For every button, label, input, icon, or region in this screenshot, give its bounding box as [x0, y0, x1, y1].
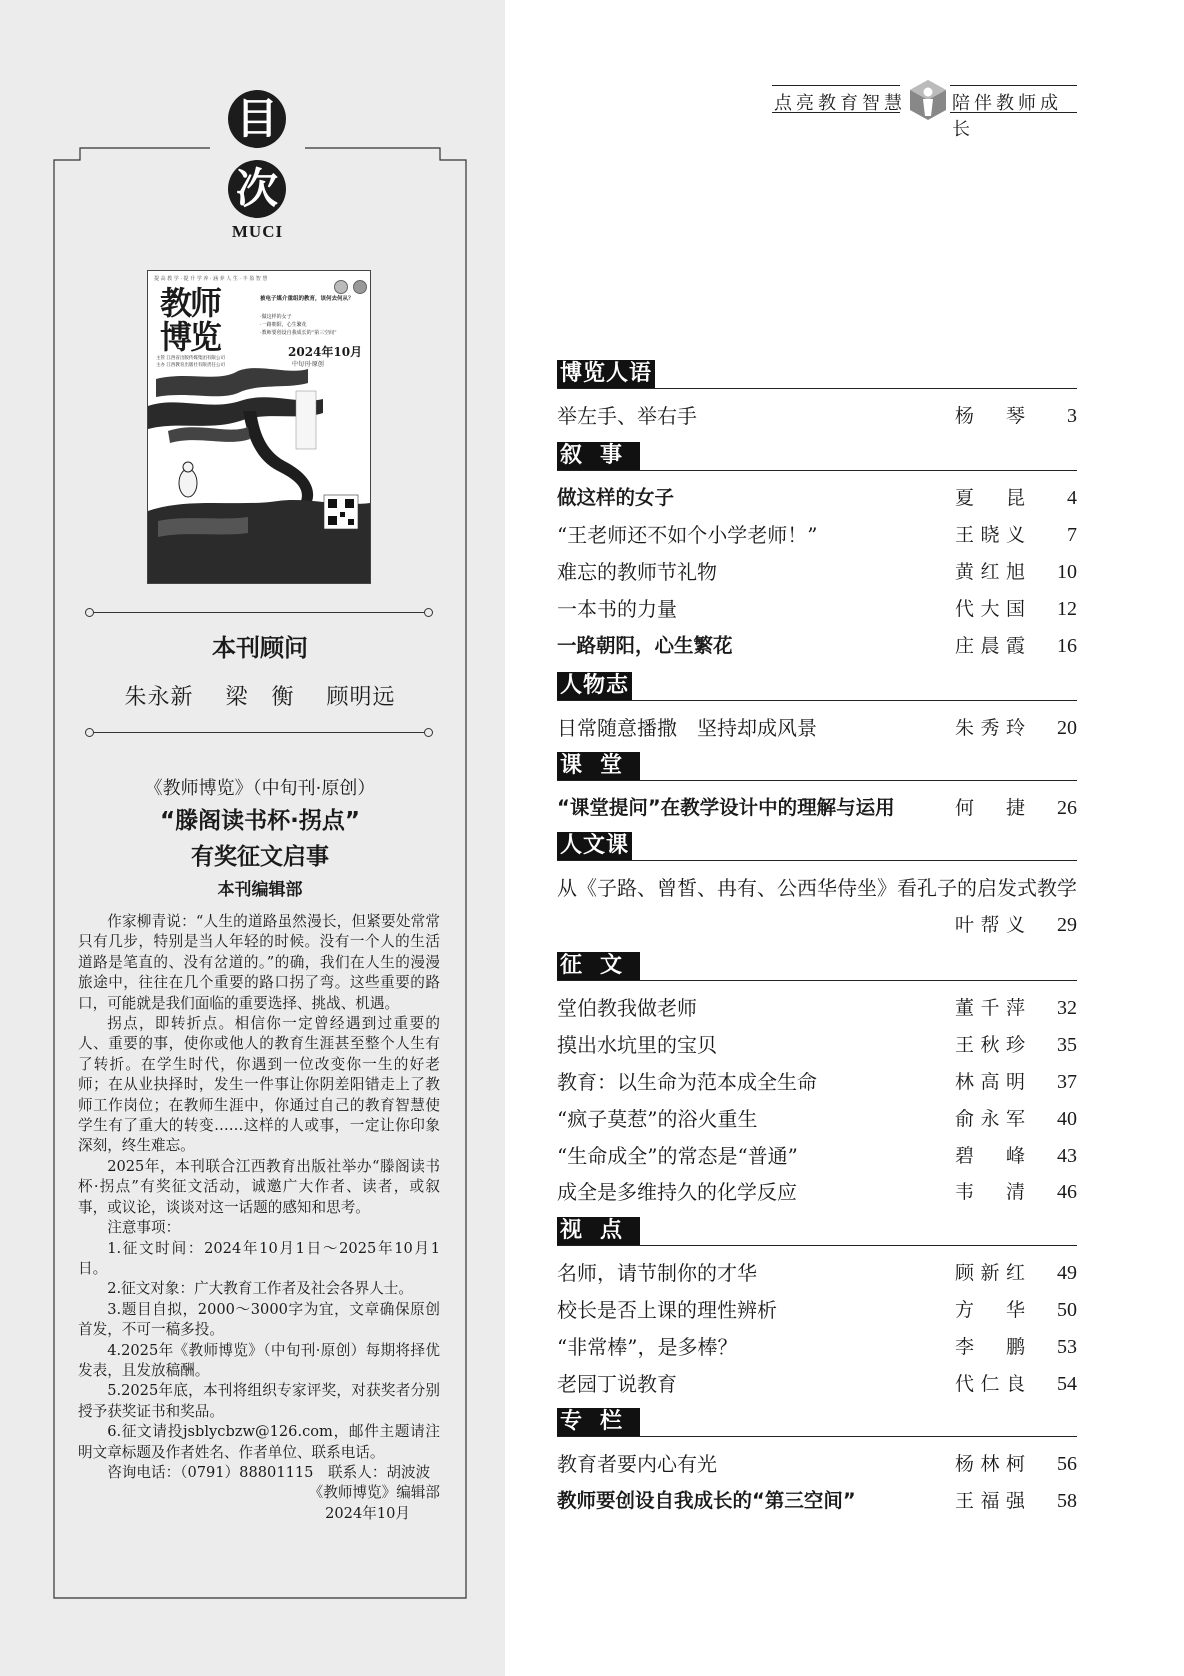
notice-title: 有奖征文启事: [191, 844, 329, 870]
slogan-left: 点亮教育智慧: [774, 93, 906, 114]
separator-bottom: [93, 732, 425, 733]
cover-sub-3: ·教师要创设自我成长的“第三空间”: [260, 330, 337, 336]
toc-entry[interactable]: [557, 1142, 1077, 1170]
toc-entry[interactable]: [557, 1450, 1077, 1478]
entry-page: 37: [1057, 1071, 1077, 1093]
entry-author: 夏昆: [955, 487, 1025, 509]
entry-page: 43: [1057, 1145, 1077, 1167]
notice-paragraph: 5.2025年底，本刊将组织专家评奖，对获奖者分别授予获奖证书和奖品。: [78, 1382, 440, 1420]
entry-title: 名师，请节制你的才华: [557, 1261, 757, 1285]
toc-entry[interactable]: [557, 558, 1077, 586]
entry-title: “疯子莫惹”的浴火重生: [557, 1107, 758, 1131]
entry-page: 10: [1057, 561, 1077, 583]
toc-entry[interactable]: [557, 1068, 1077, 1096]
section-label: 视点: [557, 1217, 640, 1245]
advisor-name: 朱永新: [124, 685, 194, 710]
notice-paragraph: 2.征文对象：广大教育工作者及社会各界人士。: [107, 1280, 413, 1298]
notice-paragraph: 注意事项：: [107, 1219, 181, 1237]
advisors-names: [60, 680, 460, 711]
cover-issue-type: 中旬刊·原创: [292, 361, 324, 368]
entry-author: 李鹏: [955, 1336, 1025, 1358]
notice-paragraph: 6.征文请投jsblycbzw@126.com，邮件主题请注明文章标题及作者姓名、作者单位、联系电话。: [78, 1423, 440, 1461]
entry-page: 29: [1057, 914, 1077, 936]
entry-author: 韦清: [955, 1181, 1025, 1203]
advisor-name: 梁 衡: [225, 685, 295, 710]
entry-author: 方华: [955, 1299, 1025, 1321]
entry-author: 碧峰: [955, 1145, 1025, 1167]
entry-author: 杨林柯: [955, 1453, 1025, 1475]
magazine-cover: [147, 270, 371, 584]
entry-title: 教育者要内心有光: [557, 1452, 717, 1476]
entry-page: 35: [1057, 1034, 1077, 1056]
section-header: [557, 440, 1077, 471]
entry-title: 教育：以生命为范本成全生命: [557, 1070, 817, 1094]
cover-issue-date: 2024年10月: [288, 345, 363, 359]
toc-entry[interactable]: [557, 1105, 1077, 1133]
toc-entry[interactable]: [557, 484, 1077, 512]
entry-author: 董千萍: [955, 997, 1025, 1019]
entry-page: 4: [1067, 487, 1077, 509]
entry-page: 58: [1057, 1490, 1077, 1512]
section-header: [557, 670, 1077, 701]
cover-headline: 被电子媒介重组的教育，该何去何从？: [260, 296, 354, 302]
cover-sub-1: ·做这样的女子: [260, 314, 292, 320]
entry-page: 20: [1057, 717, 1077, 739]
entry-title: “课堂提问”在教学设计中的理解与运用: [557, 796, 895, 819]
entry-author: 代仁良: [955, 1373, 1025, 1395]
entry-page: 50: [1057, 1299, 1077, 1321]
toc-entry[interactable]: [557, 714, 1077, 742]
entry-title: “生命成全”的常态是“普通”: [557, 1144, 798, 1168]
notice-paragraph: 1.征文时间：2024年10月1日～2025年10月1日。: [78, 1239, 440, 1277]
notice-line2: “滕阁读书杯·拐点”: [160, 808, 360, 834]
toc-pinyin: MUCI: [231, 222, 284, 241]
entry-author: 俞永军: [955, 1108, 1025, 1130]
entry-title: 一路朝阳，心生繁花: [557, 634, 733, 657]
notice-paragraph: 作家柳青说：“人生的道路虽然漫长，但紧要处常常只有几步，特别是当人年轻的时候。没有一个人的生活道路是笔直的、没有岔道的。”的确，我们在人生的漫漫旅途中，往往在几个重要的路口拐了弯。这些重要的路口，可能就是我们面临的重要选择、挑战、机遇。: [78, 913, 440, 1012]
toc-entry[interactable]: [557, 1259, 1077, 1287]
entry-title: “王老师还不如个小学老师！”: [557, 523, 818, 547]
toc-entry[interactable]: [557, 794, 1077, 822]
entry-page: 49: [1057, 1262, 1077, 1284]
entry-title: 成全是多维持久的化学反应: [557, 1180, 797, 1204]
entry-page: 7: [1067, 524, 1077, 546]
toc-entry[interactable]: [557, 1178, 1077, 1206]
entry-title: 举左手、举右手: [557, 404, 697, 428]
section-label: 征文: [557, 952, 640, 980]
entry-page: 53: [1057, 1336, 1077, 1358]
notice-sign: 《教师博览》编辑部: [308, 1484, 440, 1502]
section-header: [557, 1406, 1077, 1437]
entry-author: 庄晨霞: [955, 635, 1025, 657]
cover-publisher-1: 主管 江西省出版传媒集团有限公司: [156, 356, 225, 361]
entry-title: 难忘的教师节礼物: [557, 560, 717, 584]
notice-paragraph: 咨询电话：（0791）88801115 联系人：胡波波: [107, 1463, 431, 1481]
section-header: [557, 750, 1077, 781]
entry-page: 56: [1057, 1453, 1077, 1475]
toc-entry[interactable]: [557, 1296, 1077, 1324]
cover-title-2: 博览: [160, 318, 221, 356]
entry-author: 黄红旭: [955, 561, 1025, 583]
toc-entry[interactable]: [557, 1487, 1077, 1515]
toc-char-mu: 目: [228, 90, 286, 148]
entry-title: 从《子路、曾皙、冉有、公西华侍坐》看孔子的启发式教学: [557, 876, 1077, 900]
toc-entry[interactable]: [557, 521, 1077, 549]
toc-entry[interactable]: [557, 402, 1077, 430]
entry-title: 堂伯教我做老师: [557, 996, 697, 1020]
toc-entry[interactable]: [557, 632, 1077, 660]
entry-title: 一本书的力量: [557, 597, 677, 621]
notice-date: 2024年10月: [325, 1504, 410, 1522]
cover-sub-2: ·一路朝阳，心生繁花: [260, 322, 307, 328]
toc-entry[interactable]: [557, 1370, 1077, 1398]
cover-publisher-2: 主办 江西教育出版社有限责任公司: [156, 363, 225, 368]
entry-page: 32: [1057, 997, 1077, 1019]
entry-author: 杨琴: [955, 405, 1025, 427]
entry-title: 摸出水坑里的宝贝: [557, 1033, 717, 1057]
entry-author: 王晓义: [955, 524, 1025, 546]
entry-page: 40: [1057, 1108, 1077, 1130]
toc-entry[interactable]: [557, 994, 1077, 1022]
logo-icon: [906, 78, 950, 122]
section-label: 人文课: [557, 832, 632, 860]
entry-author: 王福强: [955, 1490, 1025, 1512]
entry-page: 3: [1067, 405, 1077, 427]
section-label: 博览人语: [557, 360, 655, 388]
entry-title: 教师要创设自我成长的“第三空间”: [557, 1489, 856, 1512]
entry-page: 46: [1057, 1181, 1077, 1203]
entry-title: 日常随意播撒 坚持却成风景: [557, 716, 817, 740]
cover-ink-painting: [148, 271, 370, 583]
toc-entry-continued[interactable]: [557, 911, 1077, 939]
entry-author: 何捷: [955, 797, 1025, 819]
section-label: 专栏: [557, 1408, 640, 1436]
notice-paragraph: 4.2025年《教师博览》（中旬刊·原创）每期将择优发表，且发放稿酬。: [78, 1341, 440, 1379]
section-header: [557, 358, 1077, 389]
notice-paragraph: 2025年，本刊联合江西教育出版社举办“滕阁读书杯·拐点”有奖征文活动，诚邀广大作者、读者，或叙事，或议论，谈谈对这一话题的感知和思考。: [78, 1157, 440, 1216]
notice-paragraph: 拐点，即转折点。相信你一定曾经遇到过重要的人、重要的事，使你或他人的教育生涯甚至整个人生有了转折。在学生时代，你遇到一位改变你一生的好老师；在从业抉择时，发生一件事让你阴差阳错走上了教师工作岗位；在教师生涯中，你通过自己的教育智慧使学生有了重大的转变……这样的人或事，一定让你印象深刻，终生难忘。: [78, 1015, 440, 1155]
section-header: [557, 1215, 1077, 1246]
cover-title-1: 教师: [160, 284, 221, 322]
entry-title: 老园丁说教育: [557, 1372, 677, 1396]
separator-top: [93, 612, 425, 613]
section-header: [557, 950, 1077, 981]
entry-page: 12: [1057, 598, 1077, 620]
entry-page: 26: [1057, 797, 1077, 819]
entry-author: 王秋珍: [955, 1034, 1025, 1056]
section-label: 叙事: [557, 442, 640, 470]
advisors-title: 本刊顾问: [212, 634, 308, 662]
entry-author: 代大国: [955, 598, 1025, 620]
entry-title: 做这样的女子: [557, 486, 675, 509]
section-label: 人物志: [557, 672, 632, 700]
notice-paragraph: 3.题目自拟，2000～3000字为宜，文章确保原创首发，不可一稿多投。: [78, 1300, 440, 1339]
toc-entry[interactable]: [557, 1031, 1077, 1059]
entry-page: 16: [1057, 635, 1077, 657]
entry-title: “非常棒”，是多棒？: [557, 1335, 738, 1359]
toc-entry[interactable]: [557, 874, 1077, 902]
toc-entry[interactable]: [557, 1333, 1077, 1361]
entry-author: 顾新红: [955, 1262, 1025, 1284]
notice-line1: 《教师博览》（中旬刊·原创）: [144, 778, 376, 799]
entry-title: 校长是否上课的理性辨析: [557, 1298, 777, 1322]
entry-author: 叶帮义: [955, 914, 1025, 936]
notice-editor: 本刊编辑部: [217, 880, 303, 900]
notice-body: [78, 912, 440, 1524]
advisor-name: 顾明远: [326, 685, 396, 710]
entry-page: 54: [1057, 1373, 1077, 1395]
slogan-right: 陪伴教师成长: [952, 93, 1062, 140]
entry-author: 朱秀玲: [955, 717, 1025, 739]
brand-header: [772, 82, 1077, 140]
entry-author: 林高明: [955, 1071, 1025, 1093]
toc-char-ci: 次: [228, 160, 286, 218]
section-header: [557, 830, 1077, 861]
cover-top-strip: 提 高 教 学 · 提 升 学 养 · 涵 养 人 生 · 丰 盈 智 慧: [154, 276, 268, 282]
toc-entry[interactable]: [557, 595, 1077, 623]
section-label: 课堂: [557, 752, 640, 780]
